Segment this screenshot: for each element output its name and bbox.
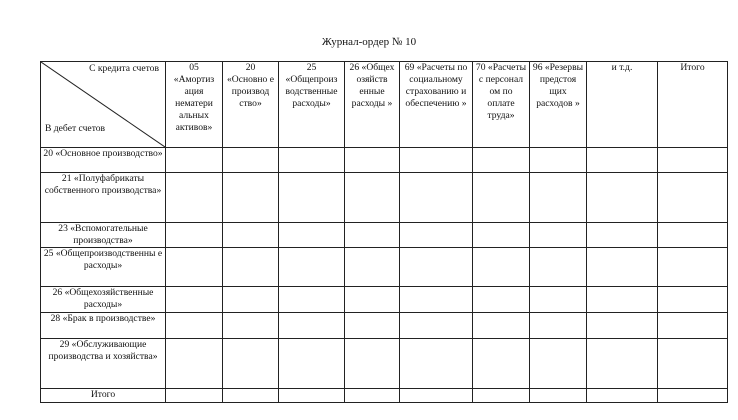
corner-cell bbox=[41, 62, 166, 148]
column-header: 96 «Резервы предстоя щих расходов » bbox=[530, 62, 587, 148]
table-cell bbox=[223, 389, 279, 403]
table-cell bbox=[166, 339, 223, 389]
table-cell bbox=[345, 313, 400, 339]
table-cell bbox=[658, 248, 728, 287]
table-cell bbox=[530, 223, 587, 248]
table-row bbox=[41, 313, 728, 339]
table-cell bbox=[279, 339, 345, 389]
table-cell bbox=[223, 313, 279, 339]
row-label: 25 «Общепроизводственны е расходы» bbox=[41, 248, 166, 287]
table-row bbox=[41, 173, 728, 223]
table-cell bbox=[530, 248, 587, 287]
table-cell bbox=[279, 313, 345, 339]
table-row bbox=[41, 287, 728, 313]
table-cell bbox=[658, 339, 728, 389]
table-cell bbox=[587, 223, 658, 248]
table-cell bbox=[345, 173, 400, 223]
table-cell bbox=[658, 313, 728, 339]
journal-order-table bbox=[40, 61, 728, 403]
table-row bbox=[41, 223, 728, 248]
row-label: 29 «Обслуживающие производства и хозяйства» bbox=[41, 339, 166, 389]
table-cell bbox=[279, 389, 345, 403]
table-cell bbox=[400, 339, 473, 389]
table-cell bbox=[473, 223, 530, 248]
table-cell bbox=[658, 173, 728, 223]
table-cell bbox=[400, 248, 473, 287]
column-header: Итого bbox=[658, 62, 728, 148]
table-cell bbox=[400, 287, 473, 313]
table-cell bbox=[279, 148, 345, 173]
table-cell bbox=[473, 389, 530, 403]
table-cell bbox=[530, 173, 587, 223]
table-cell bbox=[473, 248, 530, 287]
page-title: Журнал-ордер № 10 bbox=[321, 36, 417, 48]
table-cell bbox=[400, 173, 473, 223]
table-cell bbox=[166, 148, 223, 173]
column-header: 05 «Амортиз ация нематери альных активов» bbox=[166, 62, 223, 148]
table-cell bbox=[279, 173, 345, 223]
table-cell bbox=[166, 173, 223, 223]
row-label: Итого bbox=[41, 389, 166, 403]
table-cell bbox=[279, 223, 345, 248]
table-cell bbox=[473, 148, 530, 173]
table-cell bbox=[166, 287, 223, 313]
column-header: 69 «Расчеты по социальному страхованию и обеспечению » bbox=[400, 62, 473, 148]
column-header: 25 «Общепроиз водственные расходы» bbox=[279, 62, 345, 148]
table-cell bbox=[473, 173, 530, 223]
table-cell bbox=[345, 148, 400, 173]
table-cell bbox=[587, 389, 658, 403]
table-cell bbox=[587, 148, 658, 173]
table-cell bbox=[587, 248, 658, 287]
table-cell bbox=[587, 173, 658, 223]
table-cell bbox=[587, 339, 658, 389]
table-cell bbox=[223, 339, 279, 389]
table-row bbox=[41, 248, 728, 287]
table-cell bbox=[587, 287, 658, 313]
table-cell bbox=[345, 339, 400, 389]
table-row bbox=[41, 339, 728, 389]
credit-label: С кредита счетов bbox=[89, 63, 159, 74]
table-cell bbox=[345, 389, 400, 403]
table-cell bbox=[223, 173, 279, 223]
table-cell bbox=[530, 339, 587, 389]
column-header: 26 «Общех озяйств енные расходы » bbox=[345, 62, 400, 148]
column-header: 70 «Расчеты с персонал ом по оплате труда» bbox=[473, 62, 530, 148]
table-cell bbox=[223, 248, 279, 287]
table-cell bbox=[166, 313, 223, 339]
table-row bbox=[41, 148, 728, 173]
row-label: 26 «Общехозяйственные расходы» bbox=[41, 287, 166, 313]
table-cell bbox=[345, 248, 400, 287]
table-cell bbox=[345, 287, 400, 313]
table-cell bbox=[658, 287, 728, 313]
table-cell bbox=[223, 148, 279, 173]
table-cell bbox=[400, 223, 473, 248]
totals-row bbox=[41, 389, 728, 403]
row-label: 28 «Брак в производстве» bbox=[41, 313, 166, 339]
table-cell bbox=[223, 287, 279, 313]
column-header: и т.д. bbox=[587, 62, 658, 148]
table-cell bbox=[400, 313, 473, 339]
row-label: 20 «Основное производство» bbox=[41, 148, 166, 173]
table-cell bbox=[530, 313, 587, 339]
table-cell bbox=[166, 389, 223, 403]
table-cell bbox=[473, 313, 530, 339]
table-cell bbox=[658, 223, 728, 248]
table-cell bbox=[166, 248, 223, 287]
table-cell bbox=[400, 148, 473, 173]
row-label: 21 «Полуфабрикаты собственного производства» bbox=[41, 173, 166, 223]
debit-label: В дебет счетов bbox=[45, 123, 106, 134]
table-cell bbox=[345, 223, 400, 248]
table-cell bbox=[279, 287, 345, 313]
table-cell bbox=[658, 148, 728, 173]
row-label: 23 «Вспомогательные производства» bbox=[41, 223, 166, 248]
table-cell bbox=[530, 148, 587, 173]
column-header: 20 «Основно е производ ство» bbox=[223, 62, 279, 148]
table-cell bbox=[530, 389, 587, 403]
table-cell bbox=[166, 223, 223, 248]
table-cell bbox=[400, 389, 473, 403]
header-row bbox=[41, 62, 728, 148]
table-cell bbox=[658, 389, 728, 403]
table-cell bbox=[279, 248, 345, 287]
table-cell bbox=[530, 287, 587, 313]
table-cell bbox=[473, 287, 530, 313]
table-cell bbox=[223, 223, 279, 248]
table-cell bbox=[587, 313, 658, 339]
table-cell bbox=[473, 339, 530, 389]
